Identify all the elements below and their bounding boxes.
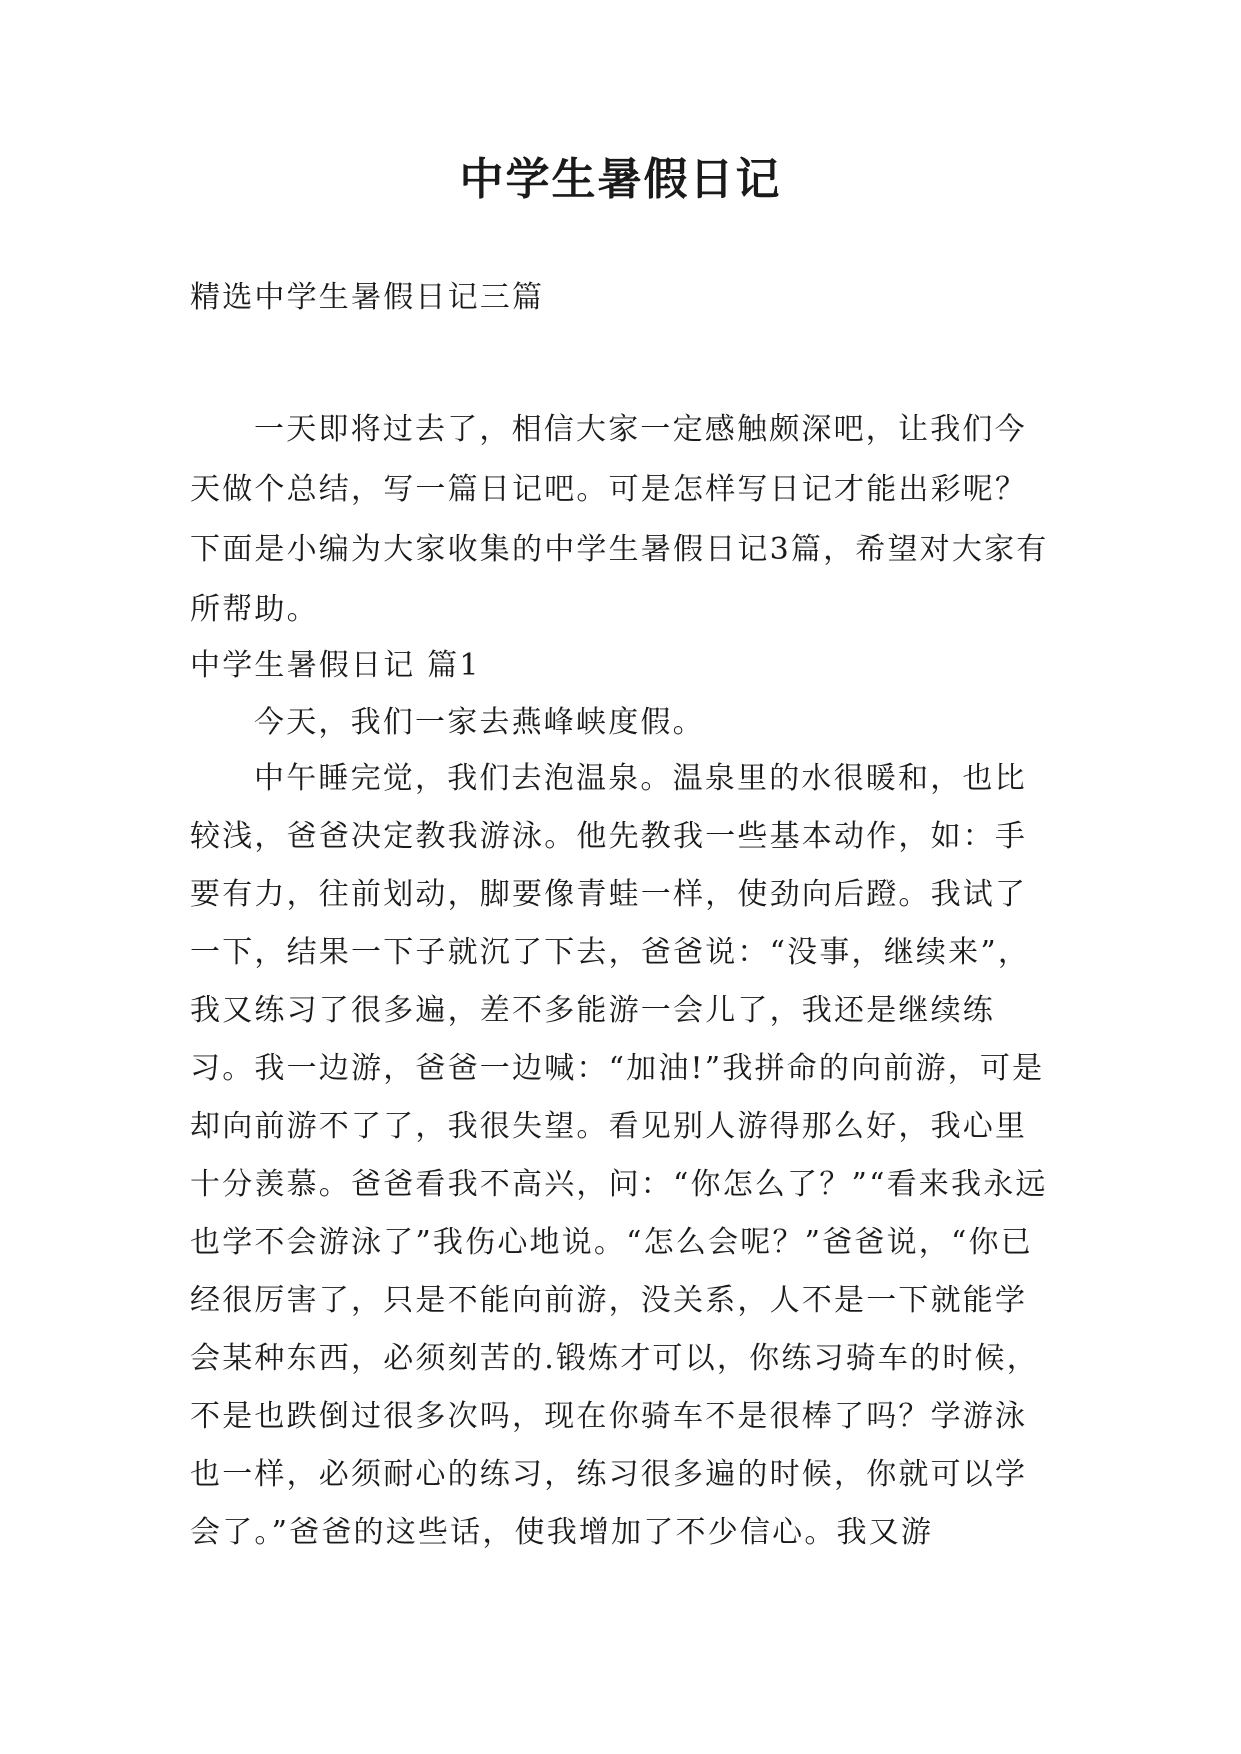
body-paragraph: 中午睡完觉，我们去泡温泉。温泉里的水很暖和，也比较浅，爸爸决定教我游泳。他先教我一些基本动作，如：手要有力，往前划动，脚要像青蛙一样，使劲向后蹬。我试了一下，结果一下子就沉了下去，爸爸说：“没事，继续来”，我又练习了很多遍，差不多能游一会儿了，我还是继续练习。我一边游，爸爸一边喊：“加油!”我拼命的向前游，可是却向前游不了了，我很失望。看见别人游得那么好，我心里十分羡慕。爸爸看我不高兴，问：“你怎么了？”“看来我永远也学不会游泳了”我伤心地说。“怎么会呢？”爸爸说，“你已经很厉害了，只是不能向前游，没关系，人不是一下就能学会某种东西，必须刻苦的.锻炼才可以，你练习骑车的时候，不是也跌倒过很多次吗，现在你骑车不是很棒了吗？学游泳也一样，必须耐心的练习，练习很多遍的时候，你就可以学会了。”爸爸的这些话，使我增加了不少信心。我又游 <box>190 761 1048 1550</box>
section-heading: 中学生暑假日记 篇1 <box>190 648 481 683</box>
document-subtitle: 精选中学生暑假日记三篇 <box>190 280 545 315</box>
document-title: 中学生暑假日记 <box>459 154 782 205</box>
body-paragraph: 今天，我们一家去燕峰峡度假。 <box>254 705 705 740</box>
intro-paragraph: 一天即将过去了，相信大家一定感触颇深吧，让我们今天做个总结，写一篇日记吧。可是怎样写日记才能出彩呢？下面是小编为大家收集的中学生暑假日记3篇，希望对大家有所帮助。 <box>190 412 1049 627</box>
